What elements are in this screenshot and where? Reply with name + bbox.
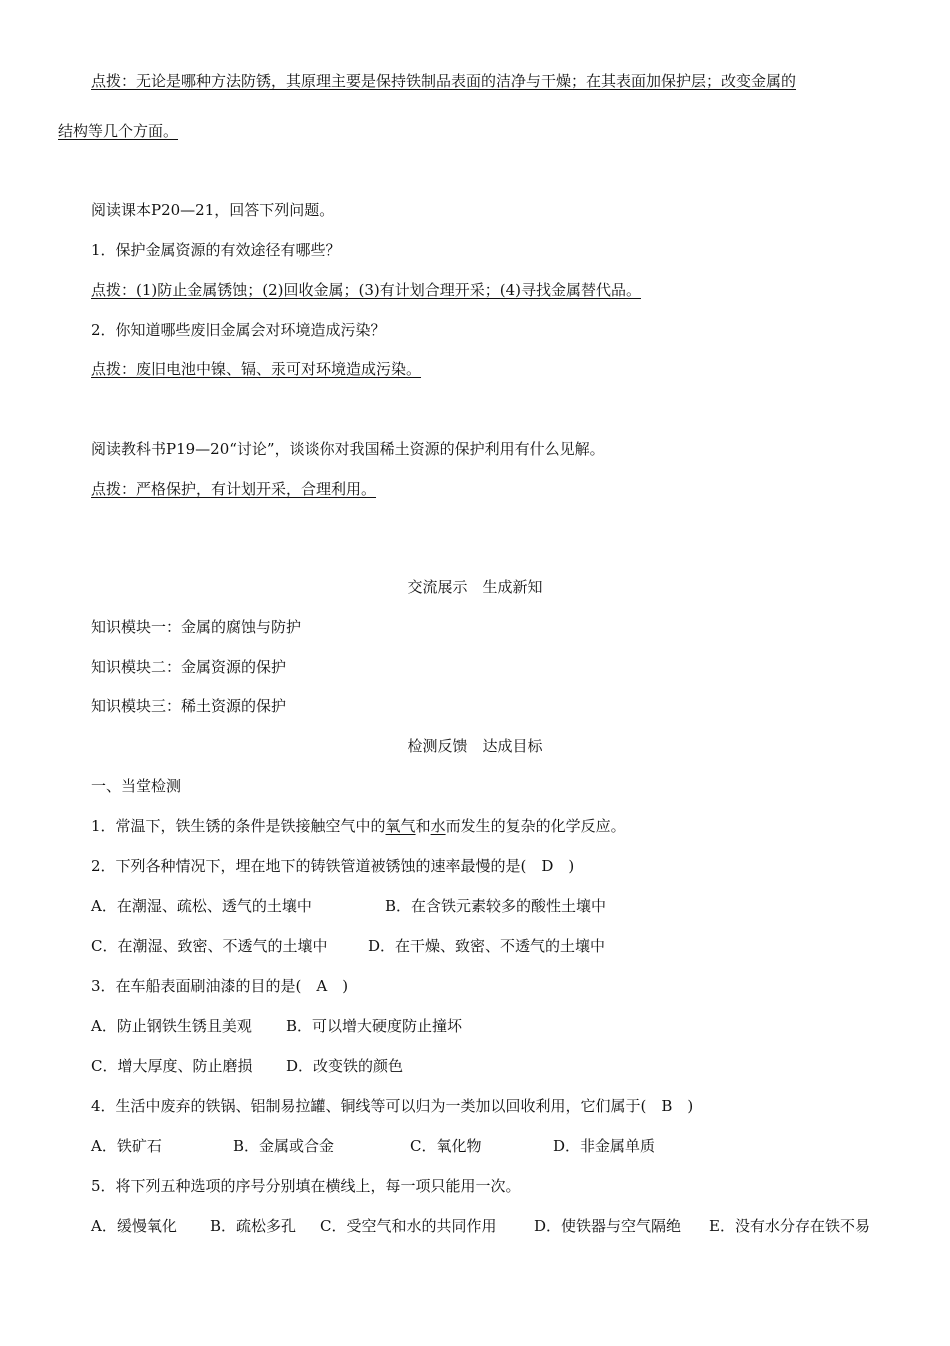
blank-oxygen: 氧气 (385, 817, 416, 835)
q3-option-d: D．改变铁的颜色 (286, 1057, 404, 1075)
reading-instruction-1: 阅读课本P20—21，回答下列问题。 (91, 201, 335, 219)
q4-option-c: C．氧化物 (410, 1137, 482, 1155)
tip-rust-prevention-line1: 点拨：无论是哪种方法防锈，其原理主要是保持铁制品表面的洁净与干燥；在其表面加保护层；改变金属的 (91, 72, 797, 90)
answer-rare-earth: 点拨：严格保护，有计划开采，合理利用。 (91, 480, 377, 498)
q4-option-a: A．铁矿石 (91, 1137, 162, 1155)
q5-option-e: E．没有水分存在铁不易 (709, 1217, 870, 1235)
section-heading-exchange: 交流展示 生成新知 (407, 578, 543, 596)
q4-option-b: B．金属或合金 (233, 1137, 335, 1155)
knowledge-module-3: 知识模块三：稀土资源的保护 (91, 697, 287, 715)
q5-option-b: B．疏松多孔 (210, 1217, 297, 1235)
q5-option-d: D．使铁器与空气隔绝 (534, 1217, 682, 1235)
q3-option-a: A．防止钢铁生锈且美观 (91, 1017, 252, 1035)
blank-water: 水 (430, 817, 446, 835)
question-1-and: 和 (415, 817, 431, 835)
question-2: 2．下列各种情况下，埋在地下的铸铁管道被锈蚀的速率最慢的是( D ) (91, 857, 575, 875)
q3-option-b: B．可以增大硬度防止撞坏 (286, 1017, 463, 1035)
q5-option-c: C．受空气和水的共同作用 (320, 1217, 497, 1235)
q2-option-c: C．在潮湿、致密、不透气的土壤中 (91, 937, 328, 955)
question-pollution: 2．你知道哪些废旧金属会对环境造成污染？ (91, 321, 386, 339)
question-1-tail: 而发生的复杂的化学反应。 (445, 817, 626, 835)
q5-option-a: A．缓慢氧化 (91, 1217, 177, 1235)
answer-protect-resources: 点拨：(1)防止金属锈蚀；(2)回收金属；(3)有计划合理开采；(4)寻找金属替代品。 (91, 281, 641, 299)
q2-option-a: A．在潮湿、疏松、透气的土壤中 (91, 897, 312, 915)
q3-option-c: C．增大厚度、防止磨损 (91, 1057, 253, 1075)
knowledge-module-2: 知识模块二：金属资源的保护 (91, 658, 287, 676)
reading-instruction-2: 阅读教科书P19—20“讨论”，谈谈你对我国稀土资源的保护利用有什么见解。 (91, 440, 605, 458)
knowledge-module-1: 知识模块一：金属的腐蚀与防护 (91, 618, 302, 636)
question-1 (91, 816, 626, 836)
question-3: 3．在车船表面刷油漆的目的是( A ) (91, 977, 349, 995)
answer-pollution: 点拨：废旧电池中镍、镉、汞可对环境造成污染。 (91, 360, 422, 378)
question-protect-resources: 1．保护金属资源的有效途径有哪些？ (91, 241, 341, 259)
tip-rust-prevention-line2: 结构等几个方面。 (58, 122, 179, 140)
q2-option-d: D．在干燥、致密、不透气的土壤中 (368, 937, 606, 955)
q4-option-d: D．非金属单质 (553, 1137, 656, 1155)
subsection-class-test: 一、当堂检测 (91, 777, 182, 795)
question-1-text: 1．常温下，铁生锈的条件是铁接触空气中的 (91, 817, 386, 835)
section-heading-feedback: 检测反馈 达成目标 (407, 737, 543, 755)
question-5: 5．将下列五种选项的序号分别填在横线上，每一项只能用一次。 (91, 1177, 521, 1195)
q2-option-b: B．在含铁元素较多的酸性土壤中 (385, 897, 607, 915)
question-4: 4．生活中废弃的铁锅、铝制易拉罐、铜线等可以归为一类加以回收利用，它们属于( B ) (91, 1097, 694, 1115)
